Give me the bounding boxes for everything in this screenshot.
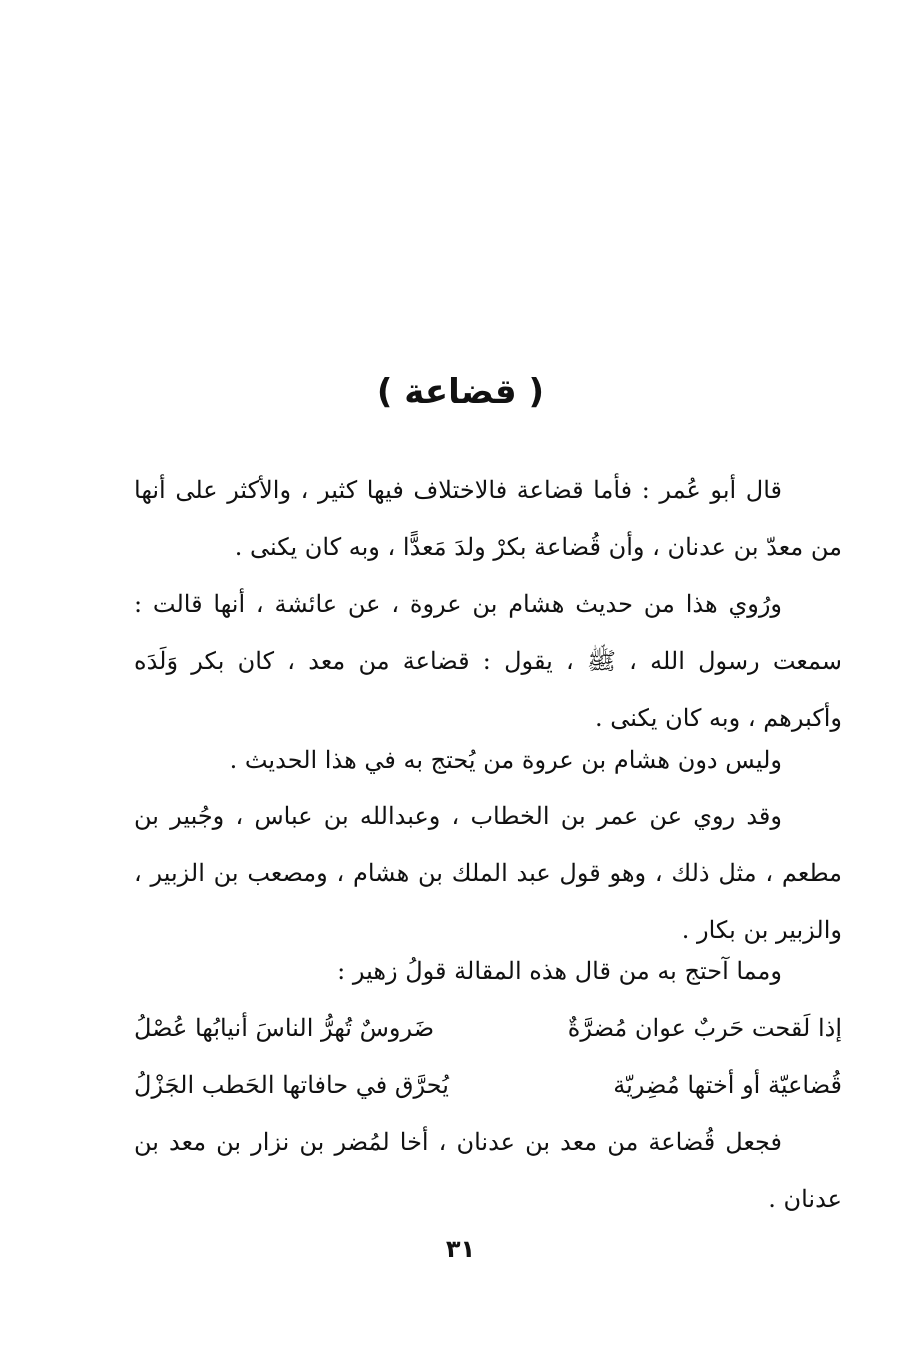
verse-second-hemistich: يُحرَّق في حافاتها الحَطب الجَزْلُ (134, 1071, 449, 1099)
verse-first-hemistich: إذا لَقحت حَربٌ عوان مُضرَّةٌ (567, 1014, 842, 1042)
paragraph-text: فجعل قُضاعة من معد بن عدنان ، أخا لمُضر بن نزار بن معد بن عدنان . (134, 1128, 842, 1213)
poem (134, 1000, 842, 1114)
verse-first-hemistich: قُضاعيّة أو أختها مُضِريّة (613, 1071, 842, 1099)
paragraph-text: ورُوي هذا من حديث هشام بن عروة ، عن عائشة ، أنها قالت : سمعت رسول الله ، ﷺ ، يقول : قضاعة من معد ، كان بكر وَلَدَه وأكبرهم ، وبه كان يكنى . (134, 590, 842, 732)
paragraph (134, 462, 842, 576)
poem-verse (134, 1000, 842, 1057)
paragraph (134, 732, 842, 789)
page-number: ٣١ (445, 1235, 476, 1263)
paragraph (134, 788, 842, 959)
paragraph (134, 1114, 842, 1228)
paragraph (134, 576, 842, 747)
paragraph-text: وليس دون هشام بن عروة من يُحتج به في هذا الحديث . (229, 746, 782, 774)
paragraph-text: ومما آحتج به من قال هذه المقالة قولُ زهير : (337, 957, 782, 985)
paragraph-text: وقد روي عن عمر بن الخطاب ، وعبدالله بن عباس ، وجُبير بن مطعم ، مثل ذلك ، وهو قول عبد الملك بن هشام ، ومصعب بن الزبير ، والزبير بن بكار . (134, 802, 842, 944)
chapter-title: ( قضاعة ) (376, 372, 545, 412)
paragraph (134, 943, 842, 1000)
verse-second-hemistich: ضَروسٌ تُهرُّ الناسَ أنيابُها عُصْلُ (134, 1014, 435, 1042)
paragraph-text: قال أبو عُمر : فأما قضاعة فالاختلاف فيها كثير ، والأكثر على أنها من معدّ بن عدنان ، وأن قُضاعة بكرْ ولدَ مَعدًّا ، وبه كان يكنى . (134, 476, 842, 561)
poem-verse (134, 1057, 842, 1114)
